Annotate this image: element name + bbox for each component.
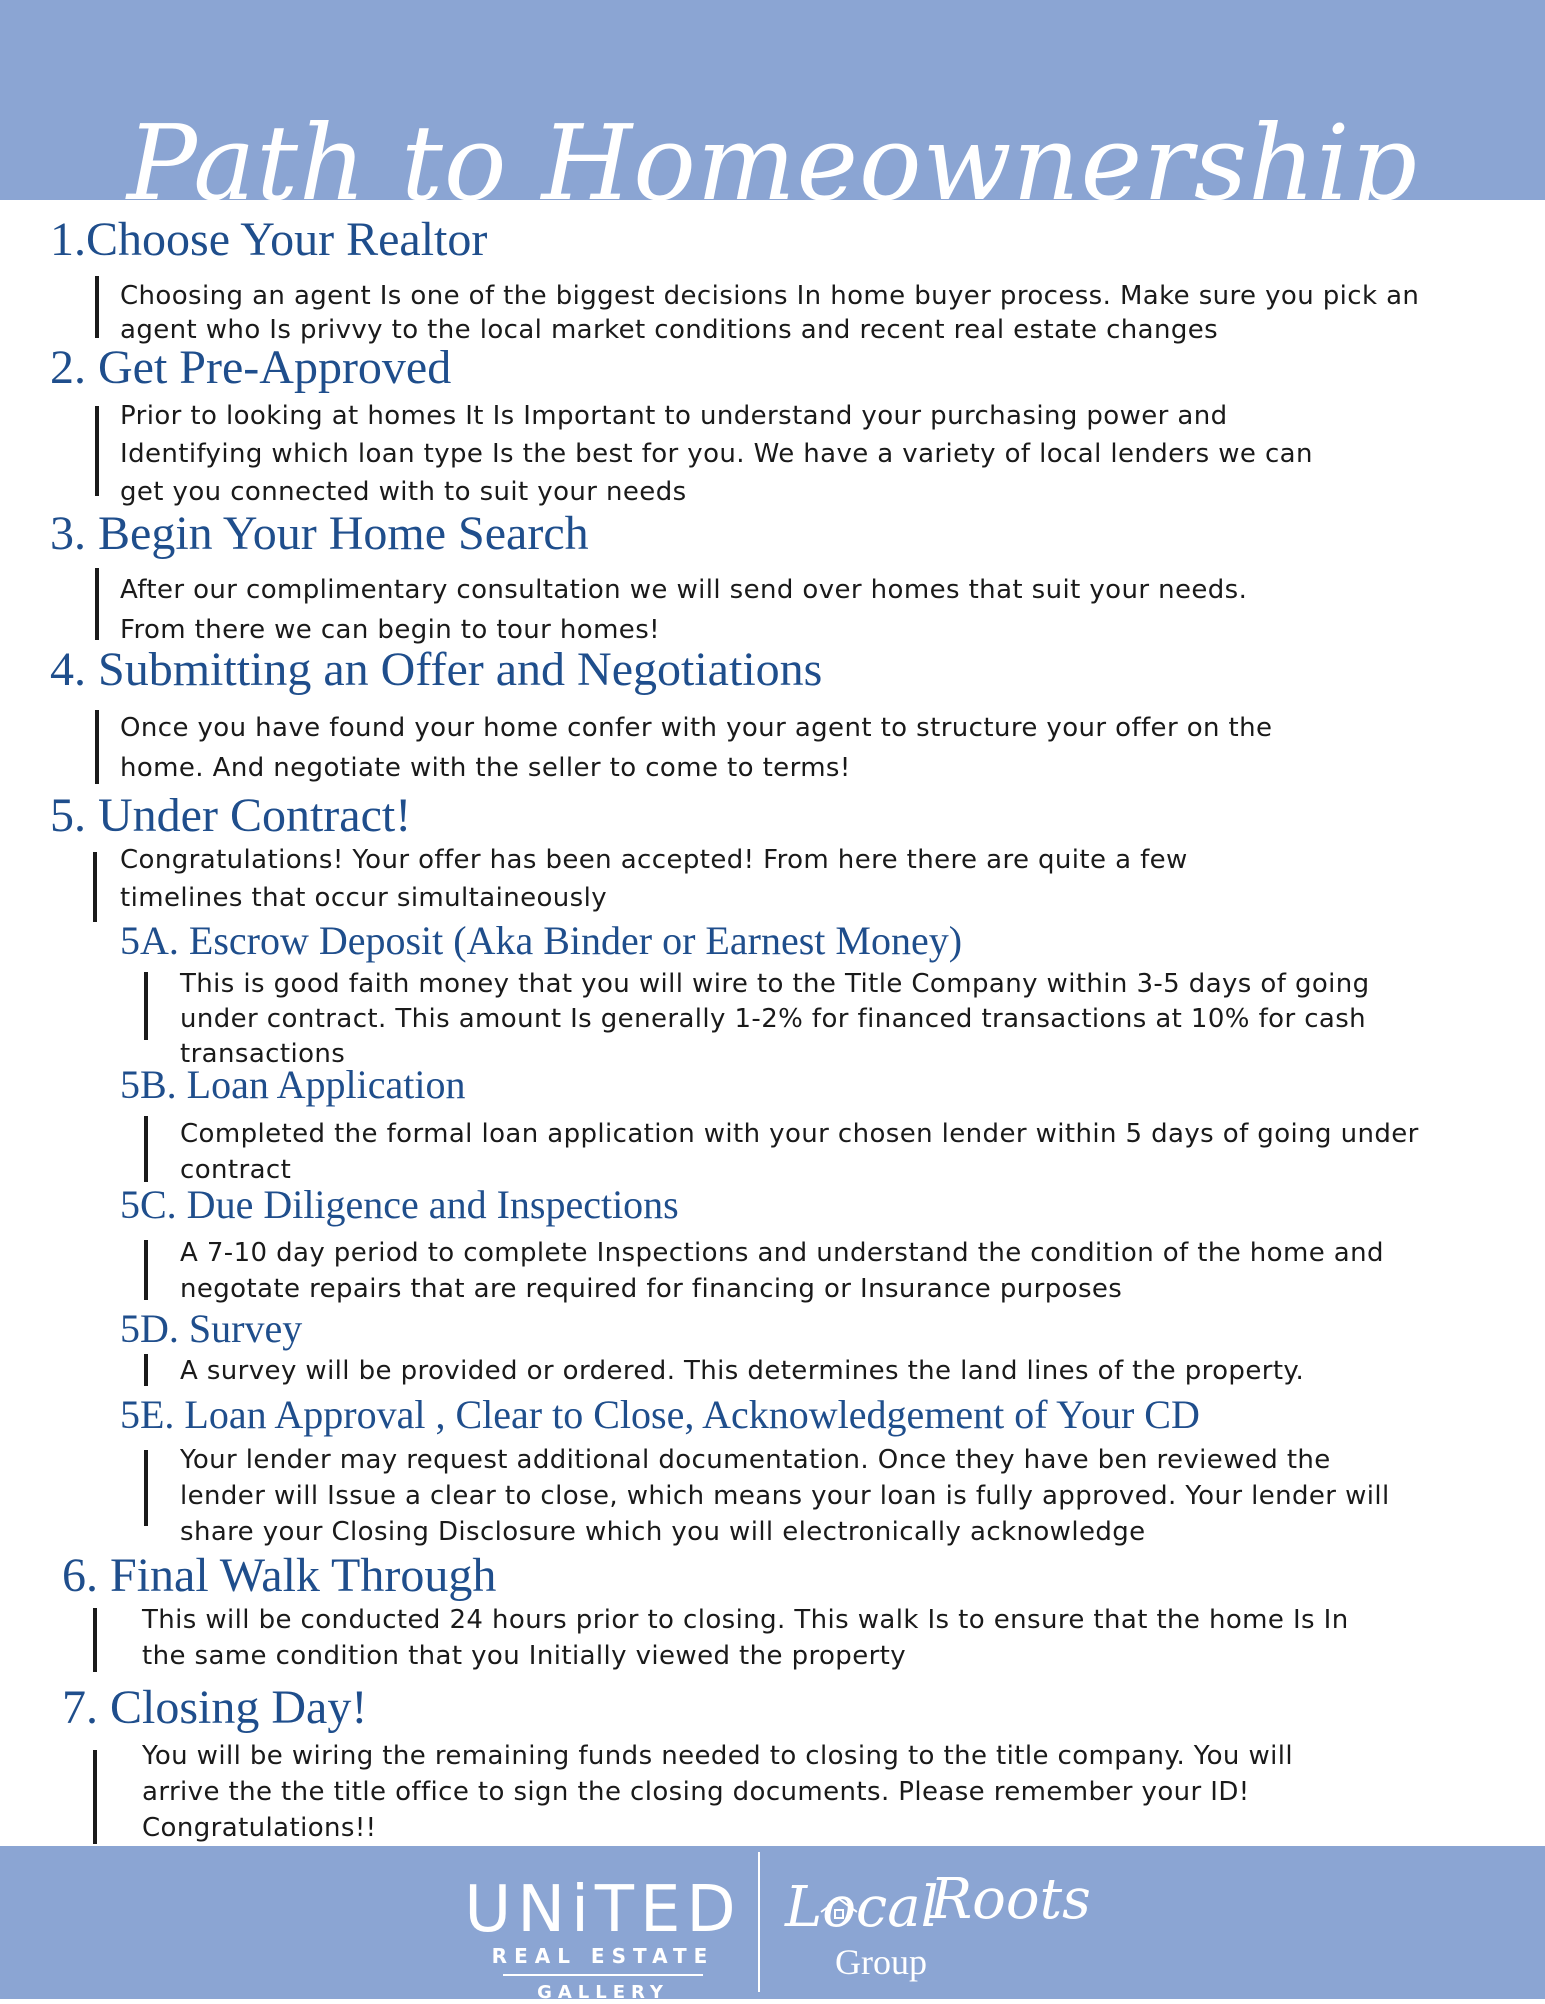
logo-divider: [758, 1852, 760, 1992]
substep-5a-line-3: transactions: [180, 1039, 346, 1069]
step-3-heading: 3. Begin Your Home Search: [50, 507, 589, 560]
local-word: Local: [785, 1875, 939, 1940]
step-6-bar: [93, 1608, 97, 1672]
substep-5d-bar: [144, 1354, 148, 1386]
step-6-line-1: This will be conducted 24 hours prior to closing. This walk Is to ensure that the home Is In: [142, 1605, 1349, 1635]
united-logo-rule: [503, 1974, 703, 1976]
page-title: Path to Homeownership: [126, 101, 1419, 224]
united-logo-line3: GALLERY: [537, 1982, 669, 2003]
united-logo-name: UNiTED: [464, 1873, 742, 1947]
step-3-line-1: After our complimentary consultation we will send over homes that suit your needs.: [120, 575, 1248, 605]
substep-5b-line-1: Completed the formal loan application with your chosen lender within 5 days of going under: [180, 1119, 1419, 1149]
substep-5e-line-3: share your Closing Disclosure which you will electronically acknowledge: [180, 1517, 1146, 1547]
step-1-line-2: agent who Is privvy to the local market conditions and recent real estate changes: [120, 315, 1219, 345]
substep-5c-heading: 5C. Due Diligence and Inspections: [120, 1182, 679, 1227]
step-1-heading: 1.Choose Your Realtor: [50, 213, 488, 266]
step-3-bar: [95, 568, 99, 640]
step-2-line-2: Identifying which loan type Is the best for you. We have a variety of local lenders we can: [120, 439, 1313, 469]
substep-5b-bar: [144, 1116, 148, 1182]
roots-word: Roots: [930, 1867, 1091, 1932]
step-5-line-2: timelines that occur simultaineously: [120, 883, 608, 913]
step-1-line-1: Choosing an agent Is one of the biggest decisions In home buyer process. Make sure you pick an: [120, 281, 1420, 311]
step-5-heading: 5. Under Contract!: [50, 789, 412, 842]
step-7-bar: [93, 1750, 97, 1844]
substep-5d-heading: 5D. Survey: [120, 1306, 303, 1351]
step-7-line-2: arrive the the title office to sign the closing documents. Please remember your ID!: [142, 1777, 1250, 1807]
substep-5c-bar: [144, 1240, 148, 1300]
footer-band: [0, 1846, 1545, 1999]
substep-5b-line-2: contract: [180, 1155, 292, 1185]
step-4-line-1: Once you have found your home confer with your agent to structure your offer on the: [120, 713, 1273, 743]
step-5-line-1: Congratulations! Your offer has been accepted! From here there are quite a few: [120, 845, 1188, 875]
step-7-line-1: You will be wiring the remaining funds needed to closing to the title company. You will: [142, 1741, 1294, 1771]
substep-5a-heading: 5A. Escrow Deposit (Aka Binder or Earnest Money): [120, 918, 963, 963]
substep-5c-line-1: A 7-10 day period to complete Inspections and understand the condition of the home and: [180, 1238, 1384, 1268]
local-roots-group-logo: [785, 1862, 1091, 1992]
step-3-line-2: From there we can begin to tour homes!: [120, 615, 660, 645]
step-6-line-2: the same condition that you Initially viewed the property: [142, 1641, 907, 1671]
substep-5a-line-1: This is good faith money that you will wire to the Title Company within 3-5 days of going: [180, 969, 1370, 999]
step-4-heading: 4. Submitting an Offer and Negotiations: [50, 643, 823, 696]
step-2-heading: 2. Get Pre-Approved: [50, 341, 452, 394]
step-2-bar: [95, 406, 99, 496]
substep-5e-line-2: lender will Issue a clear to close, which means your loan is fully approved. Your lender will: [180, 1481, 1390, 1511]
step-2-line-1: Prior to looking at homes It Is Important to understand your purchasing power and: [120, 401, 1228, 431]
group-word: Group: [835, 1942, 927, 1982]
step-2-line-3: get you connected with to suit your needs: [120, 477, 687, 507]
step-6-heading: 6. Final Walk Through: [62, 1549, 497, 1602]
step-5-bar: [93, 852, 97, 922]
substep-5e-heading: 5E. Loan Approval , Clear to Close, Acknowledgement of Your CD: [120, 1392, 1200, 1437]
step-1-bar: [95, 276, 99, 338]
substep-5e-bar: [144, 1450, 148, 1526]
step-4-bar: [95, 710, 99, 784]
united-real-estate-logo: [458, 1873, 748, 2004]
substep-5b-heading: 5B. Loan Application: [120, 1062, 466, 1107]
step-7-heading: 7. Closing Day!: [62, 1681, 368, 1734]
substep-5a-bar: [144, 972, 148, 1040]
substep-5c-line-2: negotate repairs that are required for financing or Insurance purposes: [180, 1274, 1123, 1304]
substep-5d-line-1: A survey will be provided or ordered. This determines the land lines of the property.: [180, 1356, 1305, 1386]
step-7-line-3: Congratulations!!: [142, 1813, 377, 1843]
substep-5e-line-1: Your lender may request additional documentation. Once they have ben reviewed the: [180, 1445, 1331, 1475]
united-logo-line2: REAL ESTATE: [491, 1944, 715, 1968]
substep-5a-line-2: under contract. This amount Is generally 1-2% for financed transactions at 10% for cash: [180, 1004, 1367, 1034]
step-4-line-2: home. And negotiate with the seller to come to terms!: [120, 753, 851, 783]
